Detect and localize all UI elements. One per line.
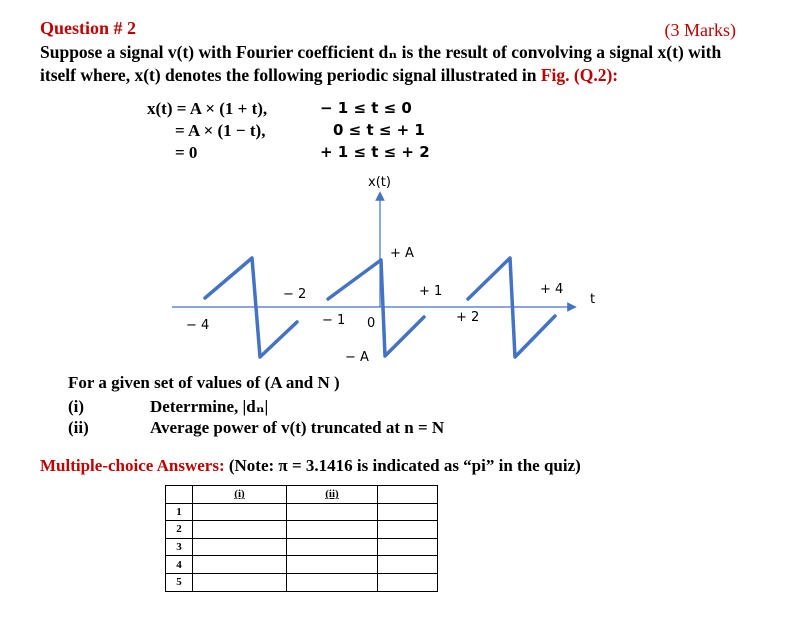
header-cell-index [166,486,193,504]
question-title: Question # 2 [40,18,137,38]
item-i-number: (i) [68,397,85,416]
answer-table [165,485,438,592]
answer-cell-ii[interactable] [287,521,378,539]
equation-line-1-expr: x(t) = A × (1 + t), [147,99,268,118]
header-cell-extra [378,486,438,504]
tick-zero: 0 [367,316,376,331]
answer-cell-extra[interactable] [378,573,438,591]
row-number: 3 [166,538,193,556]
tick-minus-2: − 2 [283,287,307,302]
answer-cell-ii[interactable] [287,503,378,521]
table-row [166,538,438,556]
item-ii-number: (ii) [68,418,89,437]
answer-cell-ii[interactable] [287,556,378,574]
equation-line-1-range: − 1 ≤ t ≤ 0 [320,99,412,117]
row-number: 5 [166,573,193,591]
header-cell-ii: (ii) [287,486,378,504]
answer-cell-extra[interactable] [378,538,438,556]
waveform-period-center [328,260,424,356]
equation-line-2-expr: = A × (1 − t), [175,121,266,140]
minus-a-label: − A [345,350,369,365]
y-axis-label: x(t) [368,175,391,190]
marks-label: (3 Marks) [664,20,736,40]
answer-cell-extra[interactable] [378,556,438,574]
equation-line-3-range: + 1 ≤ t ≤ + 2 [320,143,430,161]
table-row [166,573,438,591]
row-number: 4 [166,556,193,574]
row-number: 1 [166,503,193,521]
answer-cell-ii[interactable] [287,538,378,556]
answer-cell-ii[interactable] [287,573,378,591]
multiple-choice-line [40,456,581,476]
given-statement: For a given set of values of (A and N ) [68,373,340,392]
answer-table-header [166,486,438,504]
pi-note: (Note: π = 3.1416 is indicated as “pi” in the quiz) [224,456,581,475]
answer-cell-i[interactable] [193,521,287,539]
tick-plus-4: + 4 [540,282,564,297]
answer-cell-i[interactable] [193,538,287,556]
equation-line-2-range: 0 ≤ t ≤ + 1 [333,121,425,139]
tick-minus-4: − 4 [186,318,210,333]
answer-cell-i[interactable] [193,556,287,574]
answer-cell-extra[interactable] [378,521,438,539]
figure-reference: Fig. (Q.2): [540,65,619,85]
row-number: 2 [166,521,193,539]
tick-plus-2: + 2 [456,310,480,325]
table-row [166,556,438,574]
answer-cell-i[interactable] [193,503,287,521]
answer-cell-extra[interactable] [378,503,438,521]
tick-minus-1: − 1 [322,313,346,328]
item-i-text: Deterrmine, |dₙ| [150,397,269,416]
x-axis-label: t [590,292,596,307]
statement-text: Suppose a signal v(t) with Fourier coefficient dₙ is the result of convolving a signal x(t) with itself where, x(t) denotes the following periodic signal illustrated in [40,42,722,85]
equation-line-3-expr: = 0 [175,143,198,162]
multiple-choice-label: Multiple-choice Answers: [40,456,225,475]
header-cell-i: (i) [193,486,287,504]
tick-plus-1: + 1 [419,284,443,299]
table-row [166,503,438,521]
table-row [166,521,438,539]
plus-a-label: + A [390,246,414,261]
item-ii-text: Average power of v(t) truncated at n = N [150,418,445,437]
answer-cell-i[interactable] [193,573,287,591]
